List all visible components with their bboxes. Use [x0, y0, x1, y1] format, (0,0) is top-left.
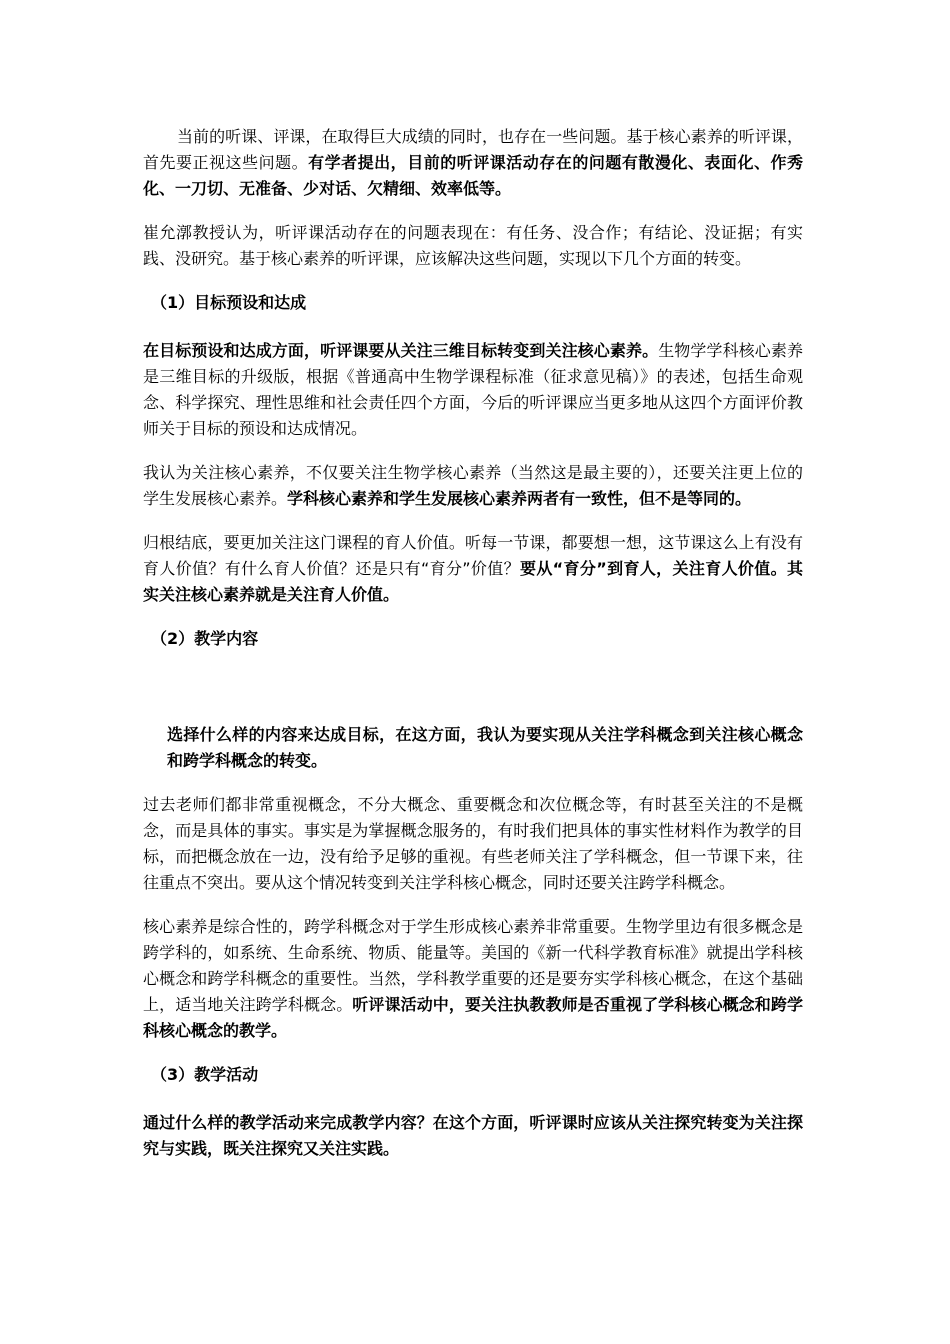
text-normal: 崔允漷教授认为，听评课活动存在的问题表现在：有任务、没合作；有结论、没证据；有实践、没研究。基于核心素养的听评课，应该解决这些问题，实现以下几个方面的转变。	[143, 223, 803, 268]
section-heading-activities: （3）教学活动	[151, 1065, 259, 1084]
paragraph-cross-discipline	[143, 914, 803, 1044]
section-heading-goals: （1）目标预设和达成	[151, 293, 307, 312]
paragraph-activities	[143, 1110, 803, 1162]
text-bold: 有学者提出，目前的听评课活动存在的问题有散漫化、表面化、作秀化、一刀切、无准备、少对话、欠精细、效率低等。	[143, 153, 803, 198]
text-normal: 当前的听课、评课，在取得巨大成绩的同时，也存在一些问题。基于核心素养的听评课，首先要正视这些问题。	[143, 127, 803, 172]
blank-space	[143, 674, 803, 722]
paragraph-education-value	[143, 530, 803, 608]
paragraph-content-choice	[143, 722, 803, 774]
text-normal: 生物学学科核心素养是三维目标的升级版，根据《普通高中生物学课程标准（征求意见稿）》的表述，包括生命观念、科学探究、理性思维和社会责任四个方面，今后的听评课应当更多地从这四个方面评价教师关于目标的预设和达成情况。	[143, 341, 803, 438]
text-bold: 在目标预设和达成方面，听评课要从关注三维目标转变到关注核心素养。	[143, 341, 659, 360]
section-heading-content: （2）教学内容	[151, 629, 259, 648]
text-bold: 学科核心素养和学生发展核心素养两者有一致性，但不是等同的。	[287, 489, 752, 508]
text-bold: 要从“育分”到育人，关注育人价值。其实关注核心素养就是关注育人价值。	[143, 559, 803, 604]
paragraph-cui-view	[143, 220, 803, 272]
paragraph-concepts	[143, 792, 803, 896]
paragraph-intro	[143, 124, 803, 202]
text-normal: 核心素养是综合性的，跨学科概念对于学生形成核心素养非常重要。生物学里边有很多概念是跨学科的，如系统、生命系统、物质、能量等。美国的《新一代科学教育标准》就提出学科核心概念和跨学科概念的重要性。当然，学科教学重要的还是要夯实学科核心概念，在这个基础上，适当地关注跨学科概念。	[143, 917, 803, 1014]
text-normal: 过去老师们都非常重视概念，不分大概念、重要概念和次位概念等，有时甚至关注的不是概念，而是具体的事实。事实是为掌握概念服务的，有时我们把具体的事实性材料作为教学的目标，而把概念放在一边，没有给予足够的重视。有些老师关注了学科概念，但一节课下来，往往重点不突出。要从这个情况转变到关注学科核心概念，同时还要关注跨学科概念。	[143, 795, 803, 892]
text-bold: 通过什么样的教学活动来完成教学内容？在这个方面，听评课时应该从关注探究转变为关注探究与实践，既关注探究又关注实践。	[143, 1113, 803, 1158]
text-normal: 我认为关注核心素养，不仅要关注生物学核心素养（当然这是最主要的），还要关注更上位的学生发展核心素养。	[143, 463, 803, 508]
text-bold: 听评课活动中，要关注执教教师是否重视了学科核心概念和跨学科核心概念的教学。	[143, 995, 803, 1040]
text-bold: 选择什么样的内容来达成目标，在这方面，我认为要实现从关注学科概念到关注核心概念和跨学科概念的转变。	[167, 725, 803, 770]
paragraph-core-literacy	[143, 460, 803, 512]
document-page	[143, 124, 803, 1180]
text-normal: 归根结底，要更加关注这门课程的育人价值。听每一节课，都要想一想，这节课这么上有没有育人价值？有什么育人价值？还是只有“育分”价值？	[143, 533, 803, 578]
paragraph-goals	[143, 338, 803, 442]
